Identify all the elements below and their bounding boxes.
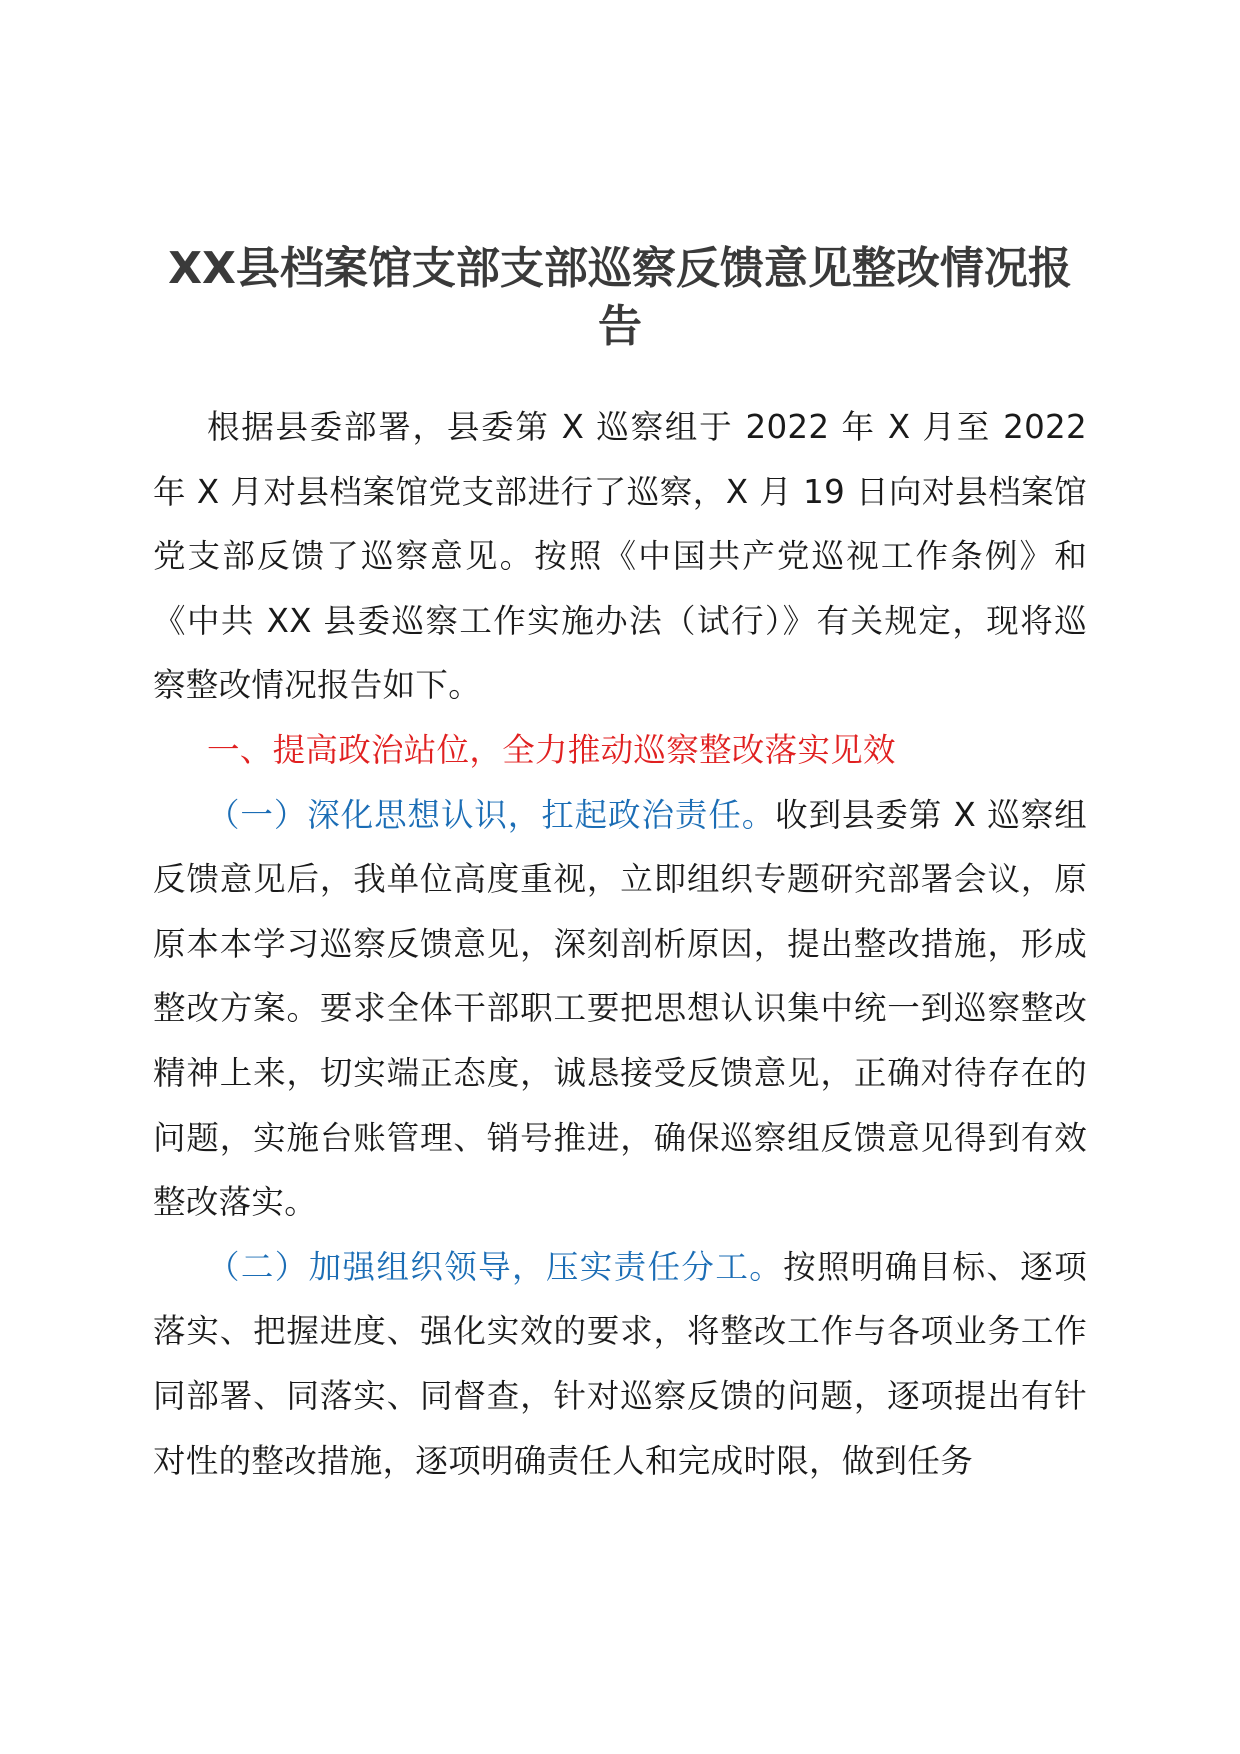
document-body bbox=[153, 395, 1087, 1493]
subsection-paragraph-1 bbox=[153, 783, 1087, 1235]
subsection-lead-1: （一）深化思想认识，扛起政治责任。 bbox=[207, 795, 776, 834]
subsection-text-2: 按照明确目标、逐项落实、把握进度、强化实效的要求，将整改工作与各项业务工作同部署、同落实、同督查，针对巡察反馈的问题，逐项提出有针对性的整改措施，逐项明确责任人和完成时限，做到任务 bbox=[153, 1247, 1087, 1480]
intro-paragraph bbox=[153, 395, 1087, 718]
intro-text: 根据县委部署，县委第 X 巡察组于 2022 年 X 月至 2022 年 X 月对县档案馆党支部进行了巡察，X 月 19 日向对县档案馆党支部反馈了巡察意见。按照《中国共产党巡视工作条例》和《中共 XX 县委巡察工作实施办法（试行）》有关规定，现将巡察整改情况报告如下。 bbox=[153, 408, 1087, 705]
section-heading-1: 一、提高政治站位，全力推动巡察整改落实见效 bbox=[207, 730, 896, 769]
subsection-text-1: 收到县委第 X 巡察组反馈意见后，我单位高度重视，立即组织专题研究部署会议，原原本本学习巡察反馈意见，深刻剖析原因，提出整改措施，形成整改方案。要求全体干部职工要把思想认识集中统一到巡察整改精神上来，切实端正态度，诚恳接受反馈意见，正确对待存在的问题，实施台账管理、销号推进，确保巡察组反馈意见得到有效整改落实。 bbox=[153, 795, 1087, 1222]
subsection-paragraph-2 bbox=[153, 1235, 1087, 1493]
subsection-lead-2: （二）加强组织领导，压实责任分工。 bbox=[207, 1247, 784, 1286]
document-title: XX县档案馆支部支部巡察反馈意见整改情况报告 bbox=[168, 243, 1072, 352]
